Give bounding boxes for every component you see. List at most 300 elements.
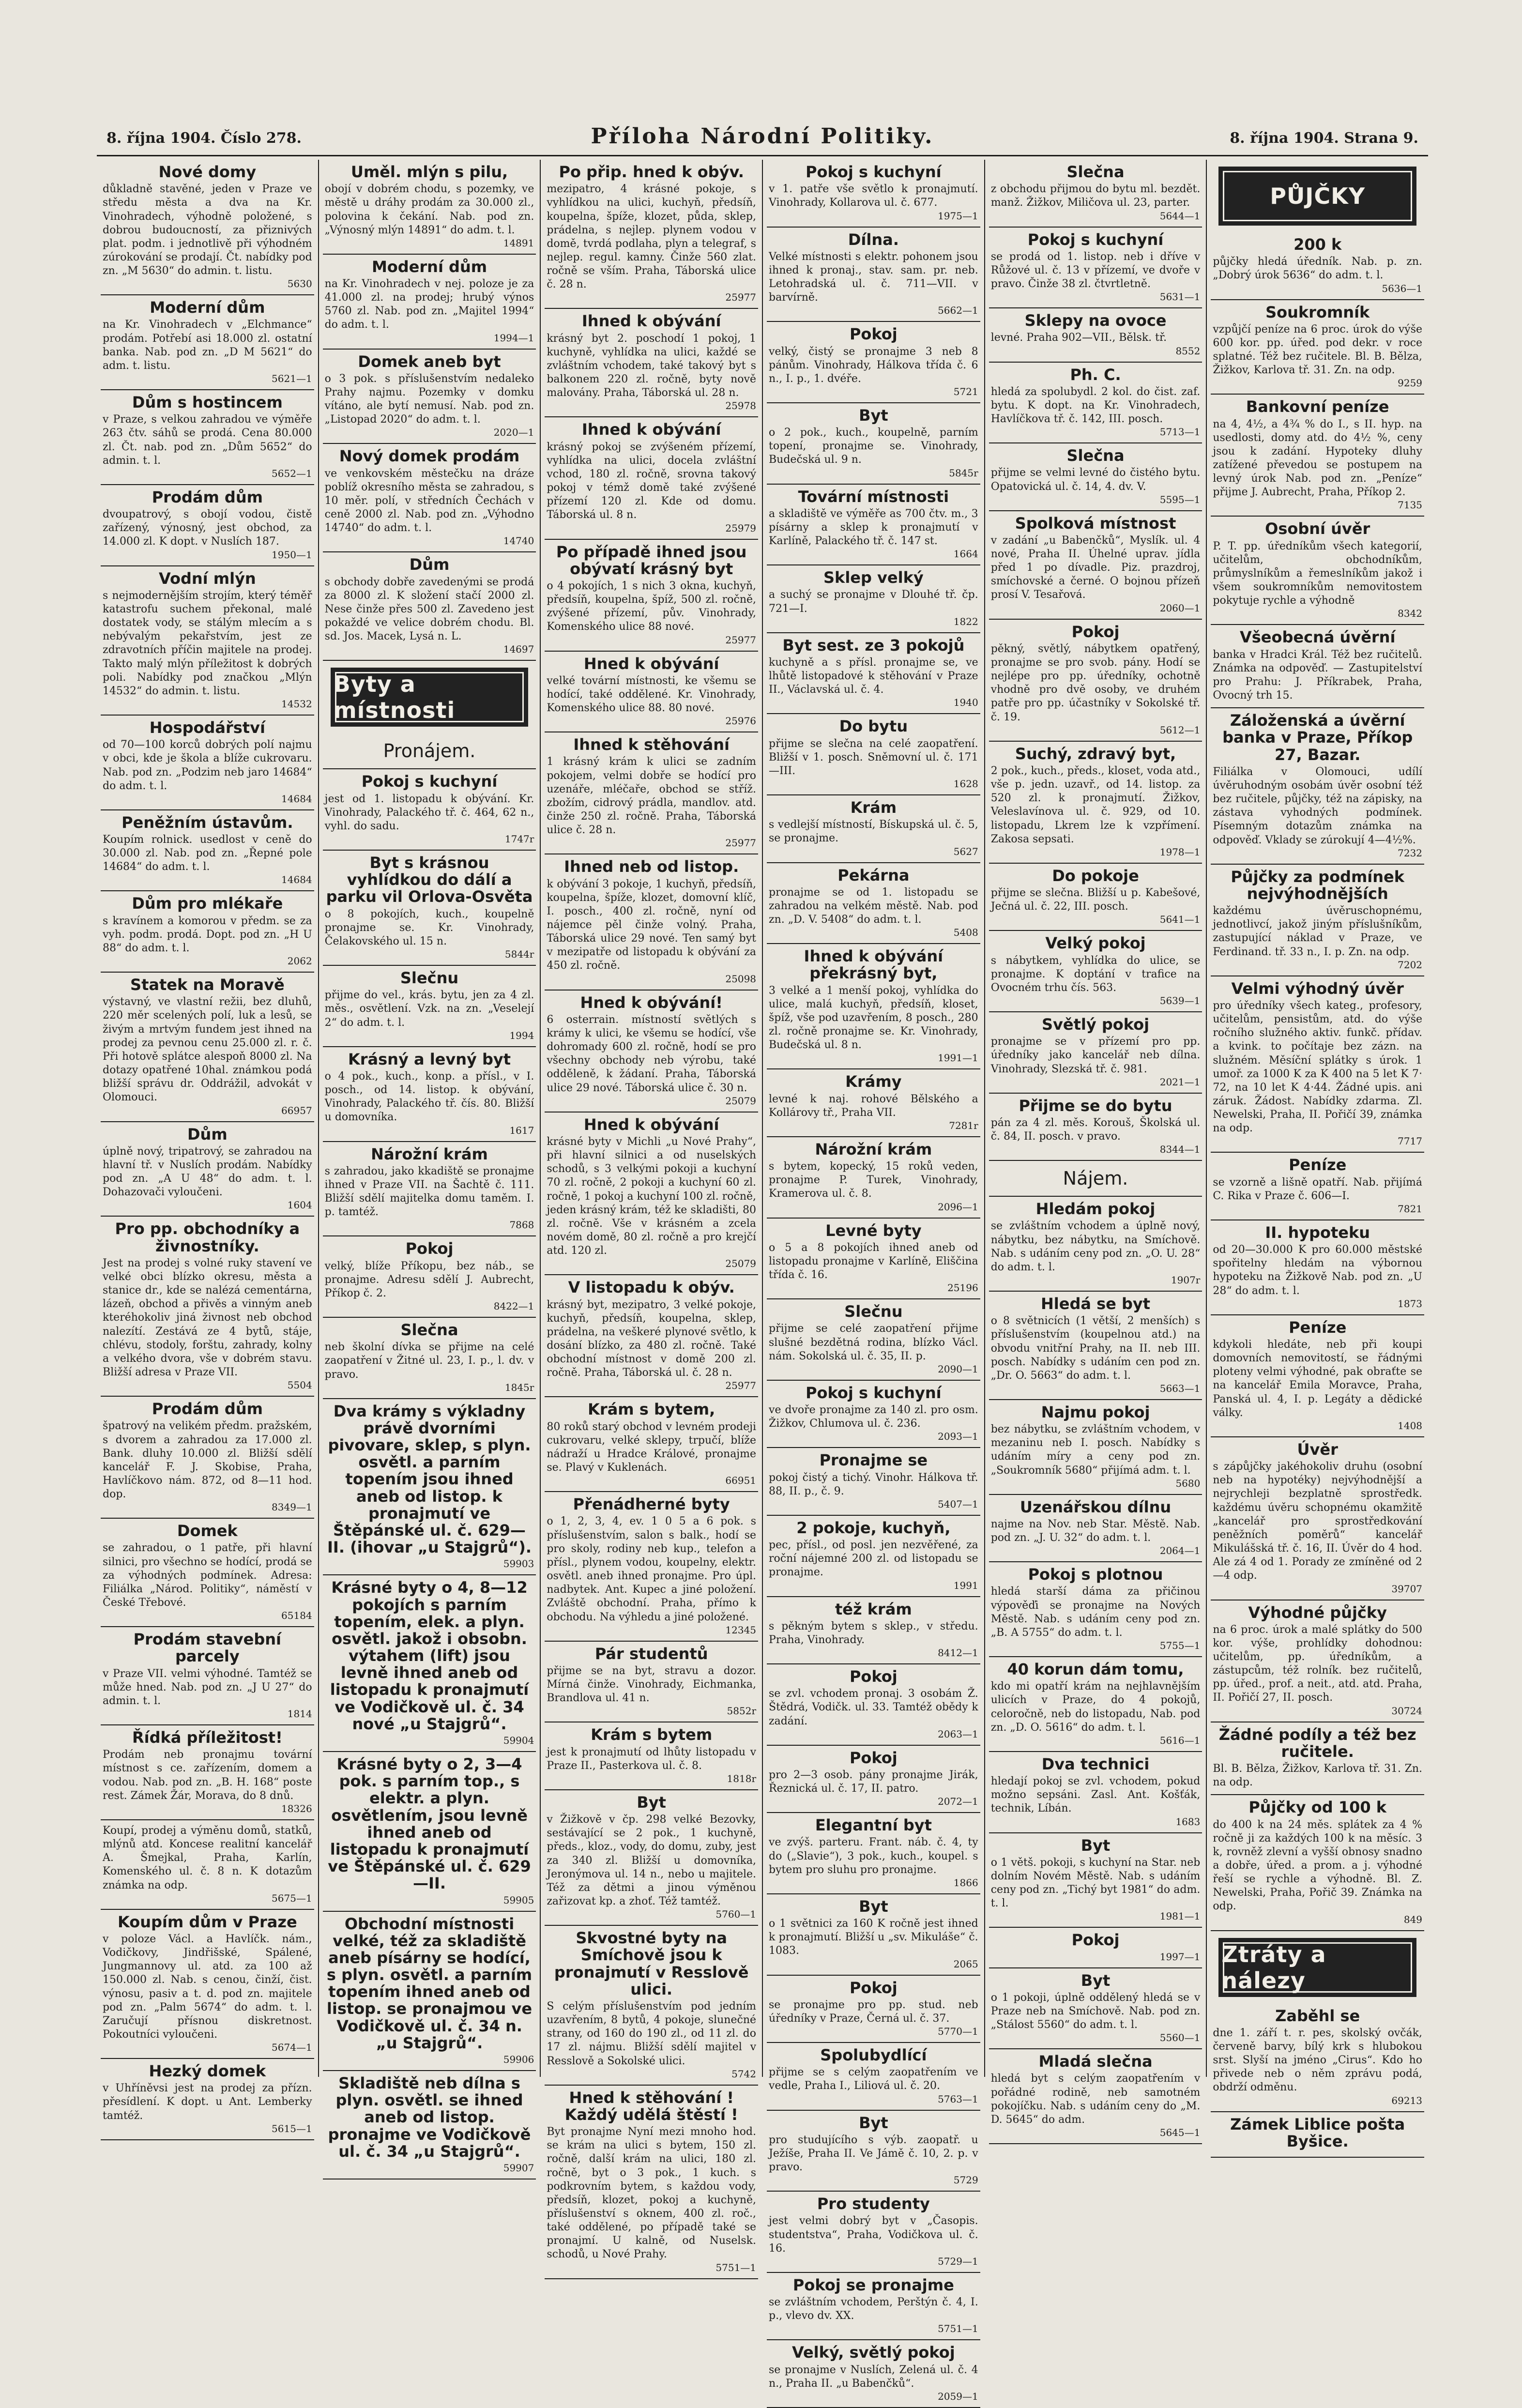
ad-reference-number: 5662—1 (938, 305, 978, 317)
ad-text: hledají pokoj se zvl. vchodem, pokud možno sepsáni. Zasl. Ant. Košťák, technik, Líbán. (990, 1775, 1201, 1815)
ad-reference-number: 1975—1 (938, 210, 978, 222)
classified-ad (989, 1400, 1202, 1495)
ad-text: s kravínem a komorou v předm. se za vyh. podm. prodá. Dopt. pod zn. „H U 88“ do adm. t. l. (103, 914, 312, 954)
ad-reference-number: 5641—1 (1159, 914, 1201, 926)
ad-title: Soukromník (1265, 303, 1370, 321)
classified-ad (323, 160, 536, 255)
ad-reference-number: 14684 (281, 874, 312, 886)
ad-title: též krám (835, 1600, 912, 1618)
classified-ad (1211, 1437, 1424, 1600)
ad-text: se prodá od 1. listop. neb i dříve v Růžové ul. č. 13 v přízemí, ve dvoře v pravo. Činže 38 zl. čtvrtletně. (990, 250, 1201, 290)
ad-title: Moderní dům (371, 257, 487, 276)
ad-title: Byt (1081, 1971, 1111, 1990)
column-2 (319, 160, 541, 2174)
ad-text: jest velmi dobrý byt v „Časopis. studentstva“, Praha, Vodičkova ul. č. 16. (769, 2215, 978, 2255)
ad-title: Uzenářskou dílnu (1020, 1497, 1172, 1516)
ad-title: Pokoj (849, 1978, 898, 1997)
classified-ad (989, 1928, 1202, 1968)
ad-title: Přenádherné byty (573, 1495, 730, 1514)
ad-title: Dům (187, 1125, 228, 1143)
ad-reference-number: 5612—1 (1159, 724, 1201, 736)
ad-reference-number: 1991—1 (938, 1052, 978, 1064)
ad-title: 40 korun dám tomu, (1007, 1660, 1184, 1679)
classified-ad (101, 1725, 314, 1820)
classified-ad (989, 1094, 1202, 1161)
ad-reference-number: 1747r (504, 833, 534, 845)
ad-title: Pokoj (405, 1239, 454, 1258)
classified-ad (101, 1820, 314, 1910)
ad-reference-number: 5627 (953, 845, 978, 857)
ad-text: dne 1. září t. r. pes, skolský ovčák, červeně barvy, bílý krk s hlubokou srst. Slyší na jméno „Cirus“. Kdo ho přivede neb o něm zprávu podá, obdrží odměnu. (1213, 2027, 1423, 2094)
ad-text: neb školní dívka se přijme na celé zaopatření v Žitné ul. 23, I. p., l. dv. v pravo. (324, 1341, 534, 1381)
ad-title: Hledám pokoj (1035, 1200, 1156, 1219)
ad-title: Velký pokoj (1045, 934, 1146, 953)
ad-reference-number: 2093—1 (938, 1431, 978, 1443)
ad-text: s pěkným bytem s sklep., v středu. Praha, Vinohrady. (769, 1620, 978, 1646)
ad-text: kdo mi opatří krám na nejhlavnějším ulicích v Praze, do 4 pokojů, celoročně, neb do listopadu, Nab. pod zn. „D. O. 5616“ do adm. t. l. (990, 1680, 1201, 1734)
ad-title: Pokoj (1071, 622, 1120, 641)
classified-ad (101, 1627, 314, 1725)
ad-title: Velmi výhodný úvěr (1231, 979, 1404, 998)
ad-title: Byt (859, 2113, 888, 2132)
ad-text: pro úředníky všech kateg., profesory, učitelům, pensistům, atd. do výše ročního služného aktiv. funkč. přídav. a kvink. to počítaje bez zázn. na služném. Měsíční splátky s úrok. 1 umoř. za 1000 K za K 400 na 5 let K 7‧72, na 10 let K 4‧44. Žádné upis. ani záruk. Žádost. Nabídky zdarma. Zl. Newelski, Praha, II. Pořičí 39, známka na odp. (1213, 999, 1423, 1135)
classified-ad (323, 1912, 536, 2072)
classified-ad (101, 1910, 314, 2059)
ad-text: o 1 světnici za 160 K ročně jest ihned k pronajmutí. Bližší u „sv. Mikuláše“ č. 1083. (769, 1918, 978, 1957)
classified-ad (989, 1495, 1202, 1563)
ad-reference-number: 5644—1 (1159, 210, 1201, 222)
classified-ad (323, 2071, 536, 2179)
ad-reference-number: 1408 (1398, 1419, 1423, 1432)
classified-ad (767, 565, 980, 633)
classified-ad (767, 228, 980, 322)
ad-title: Statek na Moravě (130, 975, 285, 994)
ad-text: úplně nový, tripatrový, se zahradou na hlavní tř. v Nuslích prodám. Nabídky pod zn. „A U 48“ do adm. t. l. Dohazovači vyloučeni. (103, 1145, 312, 1199)
ad-reference-number: 1814 (287, 1708, 312, 1720)
ad-text: o 2 pok., kuch., koupelně, parním topení, pronajme se. Vinohrady, Budečská ul. 9 n. (769, 427, 978, 466)
classified-ad (1211, 1795, 1424, 1931)
classified-ad (1211, 232, 1424, 300)
ad-text: na 6 proc. úrok a malé splátky do 500 kor. výše, prohlídky dohodnou: učitelům, pp. úředníkům, a zástupcům, též rolník. bez ručitelů, pp. úřed., prof. a neit., atd. atd. Praha, II. Pořičí 27, II. posch. (1213, 1623, 1423, 1704)
ad-text: v 1. patře vše světlo k pronajmutí. Vinohrady, Kollarova ul. č. 677. (769, 183, 978, 209)
classified-ad (1211, 1315, 1424, 1437)
ad-reference-number: 5675—1 (272, 1892, 312, 1904)
ad-reference-number: 5504 (287, 1379, 312, 1391)
column-6 (1207, 160, 1428, 2150)
ad-reference-number: 5630 (287, 278, 312, 290)
ad-reference-number: 5616—1 (1159, 1734, 1201, 1746)
ad-reference-number: 5652—1 (272, 467, 312, 479)
classified-ad (101, 716, 314, 810)
ad-title: Suchý, zdravý byt, (1015, 744, 1176, 763)
ad-reference-number: 5852r (727, 1705, 757, 1717)
classified-ad (545, 1113, 758, 1276)
classified-ad (767, 2192, 980, 2273)
ad-text: důkladně stavěné, jeden v Praze ve středu města a dva na Kr. Vinohradech, výhodně položené, s dobrou budoucností, za přiznivých plat. podm. i jednotlivě při výhodném zúrokování se prodají. Čt. nabídky pod zn. „M 5630“ do admin. t. listu. (103, 183, 312, 277)
ad-text: kuchyně a s přísl. pronajme se, ve lhůtě listopadové k stěhování v Praze II., Václavská ul. č. 4. (769, 656, 978, 696)
classified-ad (767, 403, 980, 485)
ad-reference-number: 7281r (949, 1119, 978, 1131)
ad-reference-number: 5636—1 (1382, 282, 1423, 294)
ad-reference-number: 2065 (953, 1958, 978, 1970)
ad-reference-number: 5742 (731, 2068, 757, 2080)
ad-title: Ihned k stěhování (573, 735, 730, 754)
ad-title: Zaběhl se (1275, 2006, 1360, 2025)
classified-ad (323, 1047, 536, 1142)
ad-title: Krásné byty o 2, 3—4 pok. s parním top., s elektr. a plyn. osvětlením, jsou levně ihned aneb od listopadu k pronajmutí ve Štěpánské ul. č. 629—II. (328, 1755, 531, 1893)
classified-ad (323, 1142, 536, 1237)
ad-reference-number: 8422—1 (493, 1300, 534, 1312)
ad-text: bez nábytku, se zvláštním vchodem, v mezaninu neb I. posch. Nabídky s udáním míry a ceny pod zn. „Soukromník 5680“ přijímá adm. t. l. (990, 1423, 1201, 1477)
ad-title: Domek aneb byt (358, 352, 501, 371)
ad-title: Nárožní krám (371, 1144, 488, 1163)
classified-ad (767, 795, 980, 863)
classified-ad (101, 1122, 314, 1217)
classified-ad (101, 1519, 314, 1627)
ad-title: Pro pp. obchodníky a živnostníky. (115, 1219, 300, 1255)
ad-reference-number: 25098 (725, 973, 757, 985)
classified-ad (545, 417, 758, 539)
classified-ad (1211, 865, 1424, 976)
ad-reference-number: 1822 (953, 615, 978, 627)
ad-reference-number: 25977 (725, 1380, 757, 1392)
ad-title: Krámy (845, 1072, 902, 1091)
ad-reference-number: 5721 (953, 385, 978, 397)
ad-reference-number: 59905 (503, 1894, 534, 1906)
ad-title: Hezký domek (149, 2062, 266, 2081)
ad-title: V listopadu k obýv. (568, 1278, 735, 1297)
ad-reference-number: 66957 (281, 1104, 312, 1116)
classified-ad (545, 854, 758, 990)
ad-text: přijme se slečna. Bližší u p. Kabešové, Ječná ul. č. 22, III. posch. (990, 887, 1201, 913)
ad-title: Osobní úvěr (1265, 519, 1370, 538)
column-1 (97, 160, 319, 2134)
section-subheading: Pronájem. (323, 733, 536, 769)
ad-title: Slečna (400, 1321, 458, 1339)
ad-text: dvoupatrový, s obojí vodou, čistě zařízený, výnosný, jest obchod, za 14.000 zl. K dopt. v Nuslích 187. (103, 508, 312, 548)
ad-reference-number: 7868 (509, 1219, 534, 1231)
classified-ad (101, 566, 314, 716)
classified-ad (323, 851, 536, 966)
ad-reference-number: 25977 (725, 291, 757, 304)
ad-reference-number: 9259 (1398, 377, 1423, 389)
classified-ad (101, 160, 314, 295)
classified-ad (545, 160, 758, 309)
ad-reference-number: 5760—1 (715, 1908, 757, 1920)
ad-text: Bl. B. Bělza, Žižkov, Karlova tř. 31. Zn. na odp. (1213, 1763, 1423, 1789)
ad-reference-number: 2096—1 (938, 1201, 978, 1213)
classified-ad (989, 1012, 1202, 1094)
ad-text: ve venkovském městečku na dráze poblíž okresního města se zahradou, s 10 měr. polí, v středních Čechách v ceně 2000 zl. Nab. pod zn. „Výhodno 14740“ do adm. t. l. (324, 467, 534, 534)
columns (97, 160, 1428, 2402)
classified-ad (323, 444, 536, 552)
ad-reference-number: 1981—1 (1159, 1910, 1201, 1922)
classified-ad (989, 742, 1202, 864)
ad-reference-number: 12345 (725, 1624, 757, 1636)
header-title: Příloha Národní Politiky. (591, 124, 934, 149)
ad-title: Pokoj (849, 1748, 898, 1767)
classified-ad (989, 511, 1202, 620)
ad-reference-number: 1818r (727, 1772, 757, 1784)
ad-title: Dva technici (1041, 1754, 1150, 1773)
ad-title: Po případě ihned jsou obývatí krásný byt (556, 542, 747, 578)
classified-ad (323, 1318, 536, 1399)
ad-reference-number: 14532 (281, 698, 312, 710)
classified-ad (989, 1752, 1202, 1833)
classified-ad (767, 1381, 980, 1448)
ad-reference-number: 5713—1 (1159, 426, 1201, 438)
ad-text: krásný byt, mezipatro, 3 velké pokoje, kuchyň, předsíň, koupelna, sklep, prádelna, na veškeré plynové světlo, k dosání blízko, za 480 zl. ročně. Také obchodní místnost v domě 200 zl. ročně. Praha, Táborská ul. č. 28 n. (547, 1298, 757, 1379)
ad-text: pro studujícího s výb. zaopatř. u Ježíše, Praha II. Ve Jámě č. 10, 2. p. v pravo. (769, 2134, 978, 2173)
classified-ad (767, 1976, 980, 2043)
classified-ad (323, 1575, 536, 1752)
ad-reference-number: 5674—1 (272, 2042, 312, 2054)
ad-text: krásný byt 2. poschodí 1 pokoj, 1 kuchyně, vyhlídka na ulici, každé se zvláštním vchodem, také takový byt s balkonem 220 zl. ročně, byty nově malovány. Praha, Táborská ul. 28 n. (547, 332, 757, 399)
ad-reference-number: 7202 (1398, 959, 1423, 971)
ad-reference-number: 1664 (953, 548, 978, 560)
ad-title: Krám s bytem (591, 1725, 713, 1744)
classified-ad (767, 2273, 980, 2341)
ad-reference-number: 59907 (503, 2162, 534, 2174)
classified-ad (989, 1292, 1202, 1400)
ad-text: najme na Nov. neb Star. Městě. Nab. pod zn. „J. U. 32“ do adm. t. l. (990, 1518, 1201, 1544)
ad-reference-number: 1994 (509, 1029, 534, 1041)
ad-title: Koupím dům v Praze (117, 1912, 297, 1931)
ad-text: kdykoli hledáte, neb při koupi domovních nemovitostí, se řádnými ploteny velmi výhodné, pak obraťte se na kancelář Emila Moravce, Praha, Panská ul. 4, I. p. Legáty a dědické války. (1213, 1338, 1423, 1419)
ad-text: vzpůjčí peníze na 6 proc. úrok do výše 600 kor. pp. úřed. pod dekr. v roce splatné. Též bez ručitele. Bl. B. Bělza, Žižkov, Karlova tř. 31. Zn. na odp. (1213, 323, 1423, 377)
classified-ad (545, 1275, 758, 1397)
ad-text: Koupím rolnick. usedlost v ceně do 30.000 zl. Nab. pod zn. „Řepné pole 14684“ do adm. t. l. (103, 834, 312, 873)
ad-reference-number: 5729—1 (938, 2255, 978, 2267)
ad-reference-number: 5770—1 (938, 2026, 978, 2037)
ad-title: Moderní dům (150, 298, 265, 317)
ad-reference-number: 849 (1403, 1913, 1423, 1925)
ad-title: Ph. C. (1070, 365, 1121, 384)
ad-title: Hned k obývání (583, 654, 719, 673)
ad-text: se vzorně a lišně opatří. Nab. přijímá C. Rika v Praze č. 606—I. (1213, 1176, 1423, 1202)
ad-title: Dům s hostincem (132, 393, 283, 412)
ad-reference-number: 1617 (509, 1124, 534, 1136)
classified-ad (101, 2059, 314, 2140)
ad-text: v Uhříněvsi jest na prodej za přízn. přesídlení. K dopt. u Ant. Lemberky tamtéž. (103, 2082, 312, 2122)
section-banner: PŮJČKY (1218, 167, 1416, 226)
classified-ad (545, 1790, 758, 1926)
ad-text: o 4 pokojích, 1 s nich 3 okna, kuchyň, předsíň, koupelna, špíž, 500 zl. ročně, zvýšené přízemí, pův. Vinohrady, Komenského ulice 88 nové. (547, 579, 757, 633)
ad-reference-number: 25977 (725, 837, 757, 849)
classified-ad (1211, 1153, 1424, 1220)
ad-reference-number: 25079 (725, 1095, 757, 1107)
ad-reference-number: 1994—1 (493, 332, 534, 344)
ad-title: Světlý pokoj (1041, 1015, 1150, 1034)
ad-text: pokoj čistý a tichý. Vinohr. Hálkova tř. 88, II. p., č. 9. (769, 1471, 978, 1497)
ad-text: se zvláštním vchodem a úplně nový, nábytku, bez nábytku, na Smíchově. Nab. s udáním ceny pod zn. „O. U. 28“ do adm. t. l. (990, 1220, 1201, 1273)
ad-reference-number: 30724 (1391, 1705, 1423, 1717)
ad-text: na Kr. Vinohradech v „Elchmance“ prodám. Potřebí asi 18.000 zl. ostatní banka. Nab. pod zn. „D M 5621“ do adm. t. listu. (103, 319, 312, 372)
classified-ad (323, 255, 536, 350)
ad-reference-number: 5631—1 (1159, 291, 1201, 303)
ad-title: Slečnu (400, 969, 459, 988)
ad-title: Pokoj s kuchyní (1027, 230, 1164, 249)
ad-text: každému úvěruschopnému, jednotlivcí, jakož jiným příslušníkům, zastupující náklad v Praze, ve Ferdinand. tř. 33 n., I. p. Zn. na odp. (1213, 905, 1423, 958)
ad-title: Obchodní místnosti velké, též za skladiště aneb písárny se hodící, s plyn. osvětl. a parním topením ihned aneb od listop. se pronajmou ve Vodičkově ul. č. 34 n. „u Stajgrů“. (326, 1914, 533, 2052)
ad-text: mezipatro, 4 krásné pokoje, s vyhlídkou na ulici, kuchyň, předsíň, koupelna, špíže, klozet, půda, sklep, prádelna, s nejlep. plynem vodou v domě, tvrdá podlaha, plyn a telegraf, s nejlep. regul. kamny. Činže 560 zlat. ročně se vším. Praha, Táborská ulice č. 28 n. (547, 183, 757, 291)
ad-title: Nový domek prodám (339, 447, 520, 466)
ad-reference-number: 25976 (725, 715, 757, 727)
classified-ad (767, 322, 980, 403)
ad-title: Dílna. (848, 230, 899, 249)
ad-reference-number: 5645—1 (1159, 2127, 1201, 2139)
ad-reference-number: 5407—1 (938, 1498, 978, 1510)
classified-ad (767, 1516, 980, 1597)
page-header (97, 121, 1428, 156)
classified-ad (545, 1722, 758, 1790)
ad-reference-number: 1628 (953, 778, 978, 790)
ad-reference-number: 18326 (281, 1802, 312, 1814)
classified-ad (767, 1137, 980, 1219)
ad-reference-number: 7821 (1398, 1203, 1423, 1215)
ad-text: se zvl. vchodem pronaj. 3 osobám Ž. Štědrá, Vodičk. ul. 33. Tamtéž obědy k zadání. (769, 1688, 978, 1727)
ad-text: o 5 a 8 pokojích ihned aneb od listopadu pronajme v Karlíně, Eliščina třída č. 16. (769, 1241, 978, 1281)
ad-title: Pokoj (849, 325, 898, 344)
ad-text: pronajme se v přízemí pro pp. úředníky jako kancelář neb dílna. Vinohrady, Slezská tř. č. 981. (990, 1036, 1201, 1075)
ad-text: přijme se na byt, stravu a dozor. Mírná činže. Vinohrady, Eichmanka, Brandlova ul. 41 n. (547, 1664, 757, 1705)
ad-title: Do bytu (839, 717, 908, 736)
classified-ad (767, 1299, 980, 1381)
ad-title: Pronajme se (819, 1451, 928, 1470)
classified-ad (767, 1219, 980, 1300)
ad-title: Nové domy (158, 163, 257, 181)
classified-ad (101, 485, 314, 566)
ad-title: Tovární místnosti (798, 487, 949, 506)
ad-text: hledá byt s celým zaopatřením v pořádné rodině, neb samotném pokojíčku. Nab. s udáním ceny do „M. D. 5645“ do adm. (990, 2073, 1201, 2126)
ad-text: se pronajme v Nuslích, Zelená ul. č. 4 n., Praha II. „u Babenčků“. (769, 2363, 978, 2390)
ad-title: Spolubydlící (820, 2046, 927, 2064)
ad-text: obojí v dobrém chodu, s pozemky, ve městě u dráhy prodám za 30.000 zl., polovina k čekání. Nab. pod zn. „Výnosný mlýn 14891“ do adm. t. l. (324, 183, 534, 236)
ad-text: Koupí, prodej a výměnu domů, statků, mlýnů atd. Koncese realitní kancelář A. Šmejkal, Praha, Karlín, Komenského ul. č. 8 n. K dotazům známka na odp. (103, 1824, 312, 1891)
classified-ad (545, 309, 758, 417)
ad-reference-number: 66951 (725, 1475, 757, 1487)
ad-text: 2 pok., kuch., předs., kloset, voda atd., vše p. jedn. uzavř., od 14. listop. za 520 zl. k pronajmutí. Žižkov, Veleslavínova ul. č. 929, od 10. listopadu, Lkrem lze k vzpřímení. Zakosa sepsati. (990, 764, 1201, 845)
ad-text: pěkný, světlý, nábytkem opatřený, pronajme se pro svob. pány. Hodí se nejlépe pro pp. úředníky, ochotně vhodně pro dvě osoby, ve druhém patře pro pp. účastníky v Sokolské tř. č. 19. (990, 642, 1201, 723)
classified-ad (767, 1597, 980, 1665)
ad-reference-number: 5560—1 (1159, 2032, 1201, 2044)
classified-ad (989, 308, 1202, 362)
ad-text: s nábytkem, vyhlídka do ulice, se pronajme. K doptání v trafice na Ovocném trhu čís. 563. (990, 954, 1201, 994)
ad-title: Domek (177, 1522, 238, 1540)
ad-text: o 1 větš. pokoji, s kuchyní na Star. neb dolním Novém Městě. Nab. s udáním ceny pod zn. „Tichý byt 1981“ do adm. t. l. (990, 1856, 1201, 1910)
ad-text: s bytem, kopecký, 15 roků veden, pronajme P. Turek, Vinohrady, Kramerova ul. č. 8. (769, 1160, 978, 1200)
classified-ad (989, 1197, 1202, 1292)
classified-ad (767, 1069, 980, 1137)
ad-text: pro 2—3 osob. pány pronajme Jirák, Řeznická ul. č. 17, II. patro. (769, 1768, 978, 1795)
ad-reference-number: 2064—1 (1159, 1545, 1201, 1557)
ad-text: Byt pronajme Nyní mezi mnoho hod. se krám na ulici s bytem, 150 zl. ročně, další krám na ulici, 180 zl. ročně, byt o 3 pok., 1 kuch. s podkrovním bytem, s každou vody, předsíň, klozet, pokoj a kuchyně, příslušenství s oknem, 400 zl. roč., také oddělené, po případě také se pronajmí. U kalně, od Nuselsk. schodů, u Nové Prahy. (547, 2126, 757, 2261)
ad-text: z obchodu přijmou do bytu ml. bezdět. manž. Žižkov, Miličova ul. 23, parter. (990, 183, 1201, 209)
ad-reference-number: 2072—1 (938, 1796, 978, 1808)
ad-reference-number: 5729 (953, 2174, 978, 2186)
ad-title: Hned k obývání (583, 1115, 719, 1134)
ad-title: Žádné podíly a též bez ručitele. (1218, 1725, 1416, 1761)
classified-ad (989, 864, 1202, 931)
section-heading: Nájem. (989, 1161, 1202, 1197)
ad-title: Pokoj s kuchyní (806, 163, 942, 181)
ad-reference-number: 2063—1 (938, 1728, 978, 1740)
ad-text: v Praze VII. velmi výhodné. Tamtéž se může hned. Nab. pod zn. „J U 27“ do admin. t. l. (103, 1667, 312, 1707)
classified-ad (545, 652, 758, 733)
ad-title: Po přip. hned k obýv. (559, 163, 744, 181)
ad-title: 2 pokoje, kuchyň, (796, 1518, 951, 1537)
ad-text: v poloze Václ. a Havlíčk. nám., Vodičkovy, Jindřišské, Spálené, Jungmannovy ul. atd. za 100 až 150.000 zl. Nab. s cenou, činží, čist. výnosu, pasiv a t. d. pod zn. majitele pod zn. „Palm 5674“ do adm. t. l. Zaručují přísnou diskretnost. Pokoutníci vyloučeni. (103, 1933, 312, 2041)
classified-ad (545, 1492, 758, 1641)
ad-reference-number: 5621—1 (272, 373, 312, 385)
ad-title: Pokoj s kuchyní (361, 772, 498, 791)
classified-ad (767, 863, 980, 945)
column-5 (985, 160, 1207, 2139)
ad-reference-number: 1978—1 (1159, 846, 1201, 858)
ad-title: Pro studenty (817, 2195, 930, 2213)
ad-title: Krásný a levný byt (348, 1050, 511, 1068)
classified-ad (989, 363, 1202, 444)
ad-text: levné k naj. rohové Bělského a Kollárovy tř., Praha VII. (769, 1093, 978, 1119)
ad-text: 3 velké a 1 menší pokoj, vyhlídka do ulice, malá kuchyň, předsíň, kloset, špíž, vše pod uzavřením, 8 posch., 280 zl. ročně pronajme se. Kr. Vinohrady, Budečská ul. 8 n. (769, 984, 978, 1052)
ad-title: Zámek Liblice pošta Byšice. (1230, 2115, 1405, 2150)
ad-reference-number: 5639—1 (1159, 995, 1201, 1007)
ad-reference-number: 25196 (947, 1282, 978, 1294)
ad-text: se zvláštním vchodem, Perštýn č. 4, I. p., vlevo dv. XX. (769, 2296, 978, 2322)
ad-text: a suchý se pronajme v Dlouhé tř. čp. 721—I. (769, 589, 978, 615)
ad-reference-number: 14740 (503, 535, 534, 547)
classified-ad (545, 1642, 758, 1723)
ad-reference-number: 8342 (1398, 608, 1423, 620)
ad-reference-number: 5844r (504, 948, 534, 960)
classified-ad (989, 1833, 1202, 1928)
ad-title: Bankovní peníze (1246, 397, 1389, 416)
ad-text: levné. Praha 902—VII., Bělsk. tř. (990, 332, 1167, 344)
ad-reference-number: 5615—1 (272, 2122, 312, 2134)
classified-ad (1211, 395, 1424, 517)
ad-title: Výhodné půjčky (1248, 1603, 1387, 1622)
ad-title: Uměl. mlýn s pilu, (350, 163, 508, 181)
classified-ad (545, 1926, 758, 2086)
classified-ad (1211, 708, 1424, 865)
ad-reference-number: 2062 (287, 955, 312, 967)
ad-reference-number: 7135 (1398, 499, 1423, 511)
classified-ad (101, 891, 314, 973)
ad-title: Slečnu (844, 1302, 903, 1321)
ad-text: v Praze, s velkou zahradou ve výměře 263 čtv. sáhů se prodá. Cena 80.000 zl. Čt. nab. pod zn. „Dům 5652“ do admin. t. l. (103, 413, 312, 467)
ad-text: ve zvýš. parteru. Frant. náb. č. 4, ty do („Slavie“), 3 pok., kuch., koupel. s bytem pro sluhu pro pronajme. (769, 1836, 978, 1876)
ad-text: hledá starší dáma za přičinou výpověďi se pronajme na Nových Městě. Nab. s udáním ceny pod zn. „B. A 5755“ do adm. t. l. (990, 1585, 1201, 1639)
ad-reference-number: 8349—1 (272, 1501, 312, 1513)
ad-text: Jest na prodej s volné ruky stavení ve velké obci blízko okresu, města a stanice dr., kde se nalézá cementárna, lázeň, obchod a přivěs a vinným aneb kteréhokoliv jiná živnost neb obchod nalezítí. Zestává ze 4 bytů, stáje, chlévu, stodoly, forštu, zahrady, kolny a velkého dvora, vše v dobrém stavu. Bližší adresa v Praze VII. (103, 1257, 312, 1378)
classified-ad (323, 769, 536, 851)
classified-ad (1211, 1220, 1424, 1315)
ad-title: Pokoj s plotnou (1028, 1565, 1163, 1584)
ad-reference-number: 5751—1 (715, 2261, 757, 2273)
classified-ad (767, 633, 980, 715)
ad-text: v zadání „u Babenčků“, Myslík. ul. 4 nové, Praha II. Úhelné uprav. jídla před 1 po dívadle. Piz. prazdroj, smíchovské a černé. O bojnou přízeň prosí V. Tesařová. (990, 534, 1201, 601)
ad-title: Půjčky za podmínek nejvýhodnějších (1231, 867, 1405, 903)
ad-text: o 8 světnicích (1 větší, 2 menších) s příslušenstvím (koupelnou atd.) na obvodu vnitřní Prahy, na II. neb III. posch. Nabídky s udáním cen pod zn. „Dr. O. 5663“ do adm. t. l. (990, 1315, 1201, 1382)
ad-title: Dům (409, 555, 450, 574)
ad-text: do 400 k na 24 měs. splátek za 4 % ročně ji za každých 100 k na měsíc. 3 k, rovněž zlevní a vyšší obnosy snadno a dobře, úřed. a prom. a j. výhodné řeší se rychle a výhodně. Bl. Z. Newelski, Praha, Pořič 39. Známka na odp. (1213, 1818, 1423, 1913)
ad-title: Dům pro mlékaře (132, 894, 283, 913)
ad-text: banka v Hradci Král. Též bez ručitelů. Známka na odpověď. — Zastupitelství pro Prahu: J. Příkrabek, Praha, Ovocný trh 15. (1213, 648, 1423, 702)
ad-text: půjčky hledá úředník. Nab. p. zn. „Dobrý úrok 5636“ do adm. t. l. (1213, 256, 1423, 282)
ad-title: Pekárna (837, 866, 910, 884)
classified-ad (767, 1746, 980, 1814)
ad-reference-number: 39707 (1391, 1583, 1423, 1595)
